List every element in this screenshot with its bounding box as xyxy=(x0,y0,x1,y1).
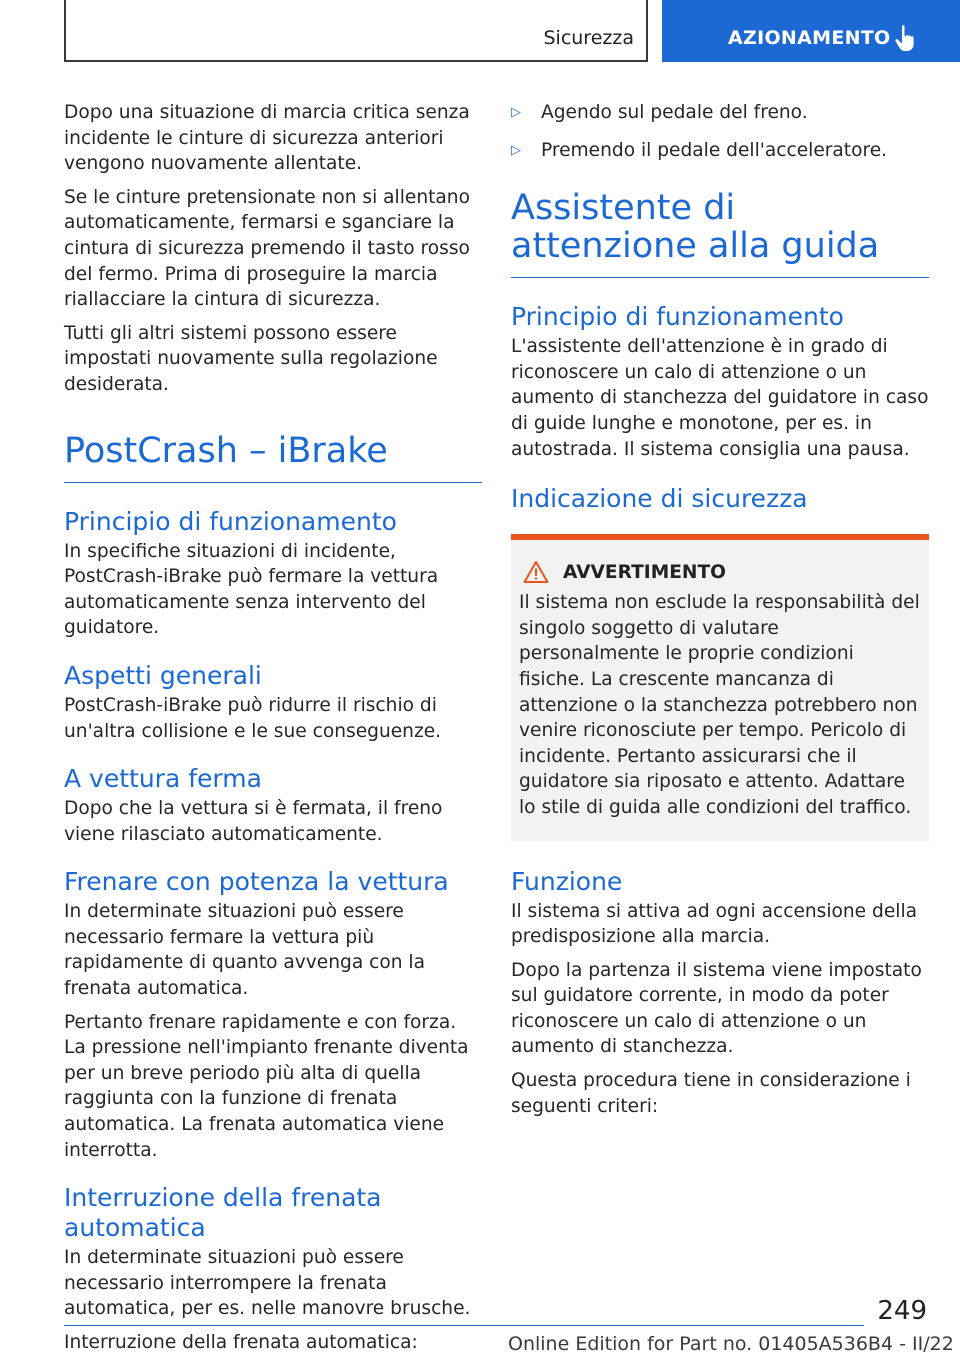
footer-divider xyxy=(64,1325,864,1326)
paragraph: In determinate situazioni può essere necessario interrompere la frenata automatica, per es. nelle manovre brusche. xyxy=(64,1247,471,1320)
paragraph: In determinate situazioni può essere necessario fermare la vettura più rapidamente di quanto avvenga con la frenata automatica. xyxy=(64,901,425,1000)
subheading-frenare: Frenare con potenza la vettura xyxy=(64,867,449,897)
paragraph: Interruzione della frenata automatica: xyxy=(64,1332,418,1353)
paragraph: In specifiche situazioni di incidente, PostCrash-iBrake può fermare la vettura automaticamente senza intervento del guidatore. xyxy=(64,540,439,639)
list-item-text: Premendo il pedale dell'acceleratore. xyxy=(541,139,888,161)
paragraph: Dopo la partenza il sistema viene impostato sul guidatore corrente, in modo da poter riconoscere un calo di attenzione o un aumento di stanchezza. xyxy=(511,959,922,1058)
subheading-aspetti: Aspetti generali xyxy=(64,660,262,690)
paragraph: Questa procedura tiene in considerazione i seguenti criteri: xyxy=(511,1070,911,1117)
paragraph: Pertanto frenare rapidamente e con forza. La pressione nell'impianto frenante diventa per un breve periodo più alta di quella raggiunta con la funzione di frenata automatica. La frenata automatica viene interrotta. xyxy=(64,1011,469,1161)
triangle-bullet-icon: ▷ xyxy=(511,105,521,120)
paragraph: L'assistente dell'attenzione è in grado di riconoscere un calo di attenzione o un aumento di stanchezza del guidatore in caso di guide lunghe e monotone, per es. in autostrada. Il sistema consiglia una pausa. xyxy=(511,336,929,460)
list-item xyxy=(511,100,929,126)
heading-assistente: Assistente di attenzione alla guida xyxy=(511,189,929,278)
warning-triangle-icon xyxy=(523,560,549,584)
pointing-hand-icon xyxy=(894,24,918,52)
chapter-tab-label: AZIONAMENTO xyxy=(728,27,891,49)
subheading-indicazione: Indicazione di sicurezza xyxy=(511,484,808,514)
subheading-principio: Principio di funzionamento xyxy=(64,506,397,536)
list-item-text: Agendo sul pedale del freno. xyxy=(541,102,808,123)
section-title: Sicurezza xyxy=(543,27,634,49)
triangle-bullet-icon: ▷ xyxy=(511,142,521,158)
paragraph: Se le cinture pretensionate non si allentano automaticamente, fermarsi e sganciare la cintura di sicurezza premendo il tasto rosso del fermo. Prima di proseguire la marcia riallacciare la cintura di sicurezza. xyxy=(64,186,470,311)
chapter-tab[interactable] xyxy=(662,0,960,62)
warning-text: Il sistema non esclude la responsabilità del singolo soggetto di valutare personalmente le proprie condizioni fisiche. La crescente mancanza di attenzione o la stanchezza potrebbero non venire riconosciute per tempo. Pericolo di incidente. Pertanto assicurarsi che il guidatore sia riposato e attento. Adattare lo stile di guida alle condizioni del traffico. xyxy=(519,592,920,818)
warning-box xyxy=(511,534,929,840)
paragraph: PostCrash-iBrake può ridurre il rischio di un'altra collisione e le sue conseguenze. xyxy=(64,694,442,742)
list-item xyxy=(511,138,929,164)
warning-title: AVVERTIMENTO xyxy=(563,561,726,583)
paragraph: Tutti gli altri sistemi possono essere impostati nuovamente sulla regolazione desiderata. xyxy=(64,322,438,395)
heading-postcrash: PostCrash – iBrake xyxy=(64,432,482,483)
paragraph: Il sistema si attiva ad ogni accensione della predisposizione alla marcia. xyxy=(511,900,918,948)
right-column xyxy=(511,100,929,1127)
paragraph: Dopo che la vettura si è fermata, il freno viene rilasciato automaticamente. xyxy=(64,798,443,845)
subheading-vettura-ferma: A vettura ferma xyxy=(64,764,262,794)
subheading-interruzione: Interruzione della frenata automatica xyxy=(64,1183,382,1243)
paragraph: Dopo una situazione di marcia critica senza incidente le cinture di sicurezza anteriori vengono nuovamente allentate. xyxy=(64,102,470,175)
subheading-principio: Principio di funzionamento xyxy=(511,302,844,332)
left-column xyxy=(64,100,482,1364)
warning-header xyxy=(519,560,921,584)
page-number: 249 xyxy=(877,1296,927,1326)
edition-footer: Online Edition for Part no. 01405A536B4 - II/22 xyxy=(508,1333,954,1355)
subheading-funzione: Funzione xyxy=(511,866,623,896)
